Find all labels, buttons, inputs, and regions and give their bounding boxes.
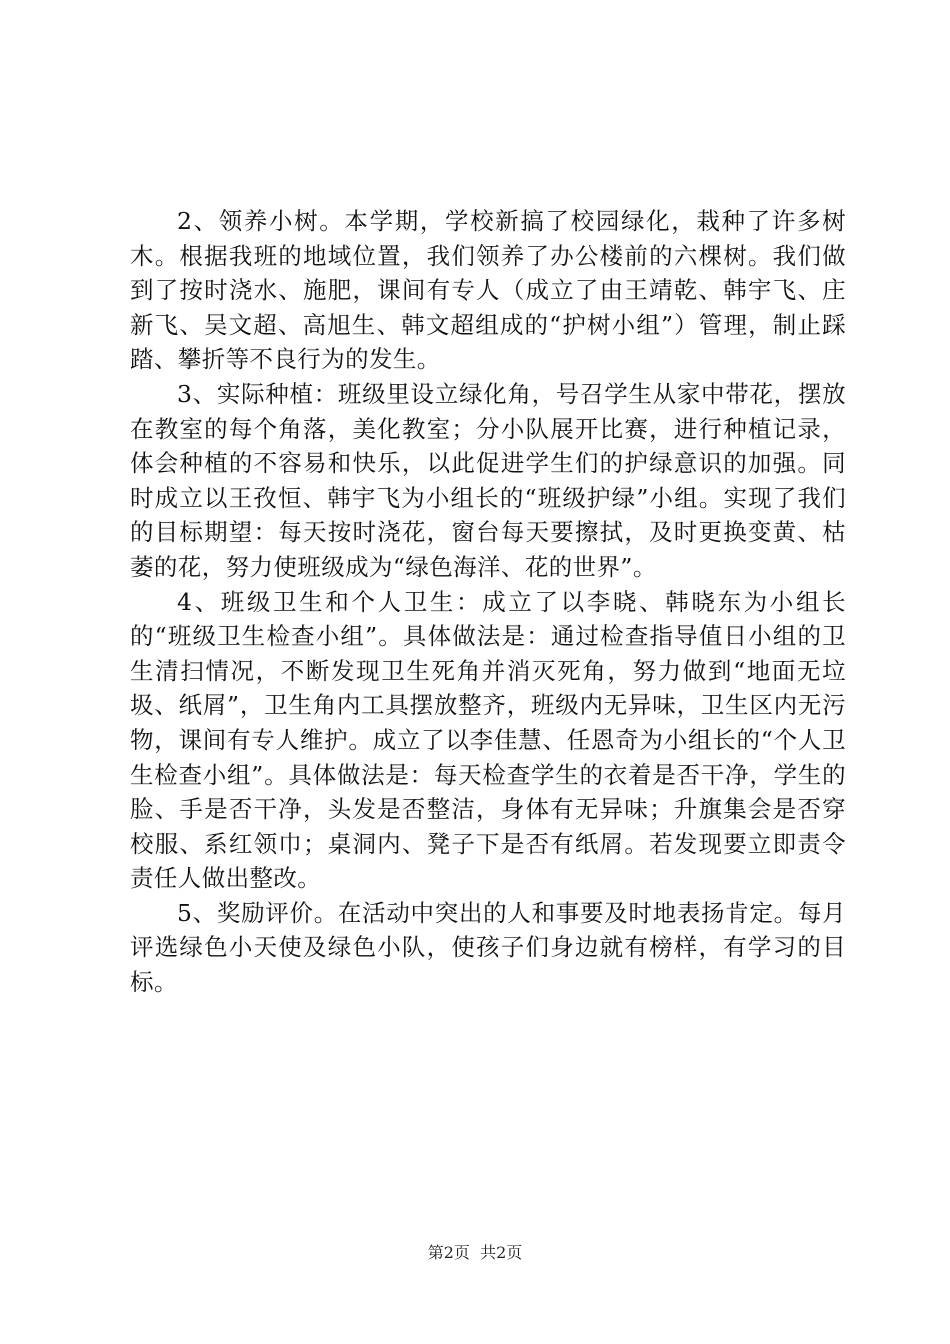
document-body <box>130 204 846 1000</box>
paragraph-rewards: 5、奖励评价。在活动中突出的人和事要及时地表扬肯定。每月评选绿色小天使及绿色小队，使孩子们身边就有榜样，有学习的目标。 <box>130 898 846 997</box>
paragraph-planting: 3、实际种植：班级里设立绿化角，号召学生从家中带花，摆放在教室的每个角落，美化教室；分小队展开比赛，进行种植记录，体会种植的不容易和快乐，以此促进学生们的护绿意识的加强。同时成立以王孜恒、韩宇飞为小组长的“班级护绿”小组。实现了我们的目标期望：每天按时浇花，窗台每天要擦拭，及时更换变黄、枯萎的花，努力使班级成为“绿色海洋、花的世界”。 <box>130 379 846 581</box>
paragraph-adopt-trees: 2、领养小树。本学期，学校新搞了校园绿化，栽种了许多树木。根据我班的地域位置，我们领养了办公楼前的六棵树。我们做到了按时浇水、施肥，课间有专人（成立了由王靖乾、韩宇飞、庄新飞、吴文超、高旭生、韩文超组成的“护树小组”）管理，制止踩踏、攀折等不良行为的发生。 <box>130 207 846 374</box>
paragraph-hygiene: 4、班级卫生和个人卫生：成立了以李晓、韩晓东为小组长的“班级卫生检查小组”。具体做法是：通过检查指导值日小组的卫生清扫情况，不断发现卫生死角并消灭死角，努力做到“地面无垃圾、纸屑”，卫生角内工具摆放整齐，班级内无异味，卫生区内无污物，课间有专人维护。成立了以李佳慧、任恩奇为小组长的“个人卫生检查小组”。具体做法是：每天检查学生的衣着是否干净，学生的脸、手是否干净，头发是否整洁，身体有无异味；升旗集会是否穿校服、系红领巾；桌洞内、凳子下是否有纸屑。若发现要立即责令责任人做出整改。 <box>130 587 846 893</box>
page-number-footer: 第2页 共2页 <box>427 1243 523 1262</box>
